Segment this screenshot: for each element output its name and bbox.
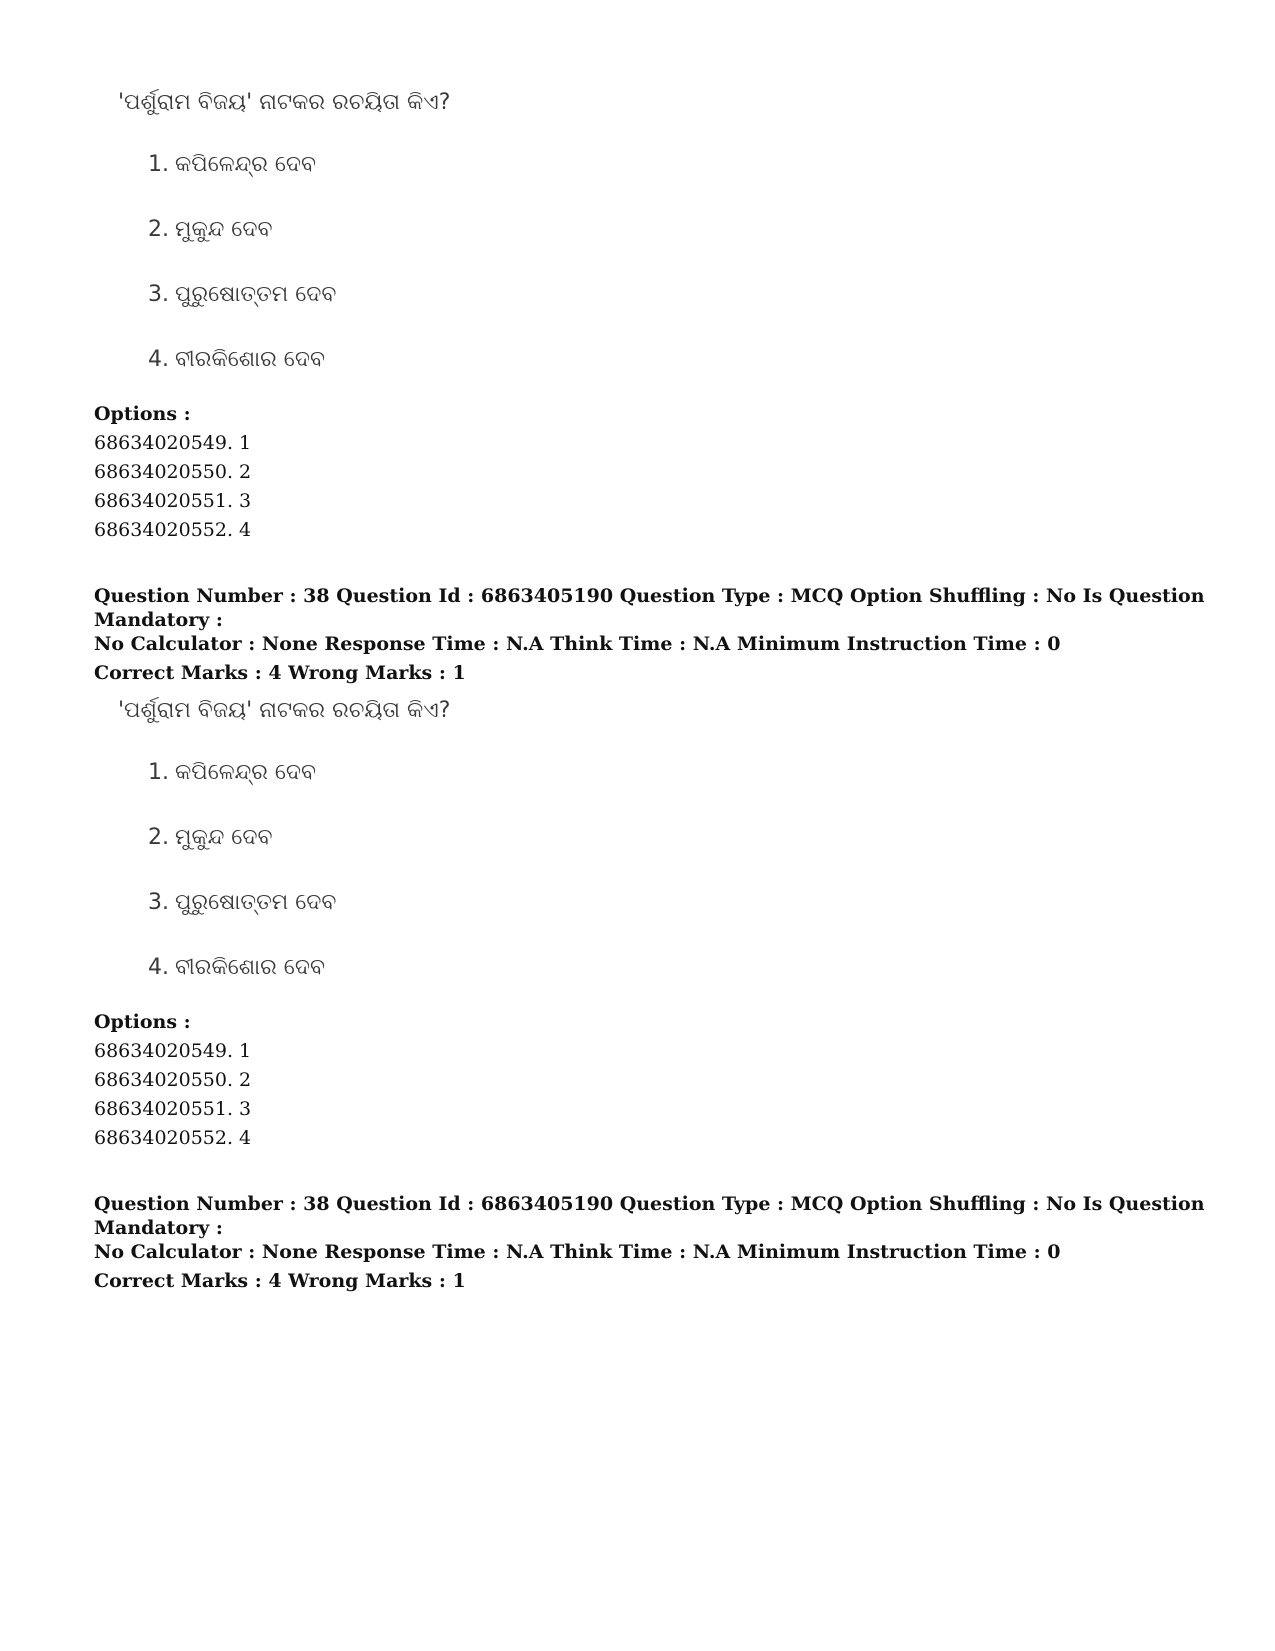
question-image [0, 80, 1275, 385]
option-item: 68634020551. 3 [94, 1098, 252, 1120]
question-stem: 'ପର୍ଶୁରାମ ବିଜୟ' ନାଟକର ରଚୟିତା କିଏ? [118, 698, 451, 723]
question-choice-2 [148, 217, 272, 242]
choice-number: 2. [148, 217, 169, 242]
question-block-1 [0, 80, 1275, 684]
metadata-line-1: Question Number : 38 Question Id : 6863405190 Question Type : MCQ Option Shuffling : No Is Question Mandatory : [94, 1193, 1205, 1239]
choice-text: ମୁକୁନ୍ଦ ଦେବ [175, 825, 273, 850]
choice-number: 4. [148, 347, 169, 372]
option-item: 68634020549. 1 [94, 432, 252, 454]
choice-text: ବୀରକିଶୋର ଦେବ [175, 347, 325, 372]
choice-text: କପିଳେନ୍ଦ୍ର ଦେବ [175, 760, 317, 785]
choice-number: 3. [148, 282, 169, 307]
option-item: 68634020550. 2 [94, 1069, 252, 1091]
question-choice-1 [148, 152, 316, 177]
question-choice-3 [148, 282, 336, 307]
option-item: 68634020550. 2 [94, 461, 252, 483]
option-item: 68634020551. 3 [94, 490, 252, 512]
options-list [94, 1008, 251, 1153]
choice-number: 1. [148, 760, 169, 785]
choice-number: 3. [148, 890, 169, 915]
choice-text: ମୁକୁନ୍ଦ ଦେବ [175, 217, 273, 242]
question-choice-2 [148, 825, 272, 850]
choice-number: 2. [148, 825, 169, 850]
choice-text: ପୁରୁଷୋତ୍ତମ ଦେବ [175, 890, 337, 915]
choice-number: 1. [148, 152, 169, 177]
choice-number: 4. [148, 955, 169, 980]
options-title: Options : [94, 1011, 191, 1033]
question-choice-1 [148, 760, 316, 785]
choice-text: ପୁରୁଷୋତ୍ତମ ଦେବ [175, 282, 337, 307]
options-list [94, 400, 251, 545]
marks-line: Correct Marks : 4 Wrong Marks : 1 [94, 662, 466, 684]
question-metadata [94, 1192, 1254, 1293]
question-choice-4 [148, 347, 325, 372]
question-stem: 'ପର୍ଶୁରାମ ବିଜୟ' ନାଟକର ରଚୟିତା କିଏ? [118, 90, 451, 115]
question-metadata [94, 584, 1254, 685]
choice-text: କପିଳେନ୍ଦ୍ର ଦେବ [175, 152, 317, 177]
question-choice-4 [148, 955, 325, 980]
metadata-line-2: No Calculator : None Response Time : N.A Think Time : N.A Minimum Instruction Time : 0 [94, 1241, 1061, 1263]
metadata-line-2: No Calculator : None Response Time : N.A Think Time : N.A Minimum Instruction Time : 0 [94, 633, 1061, 655]
choice-text: ବୀରକିଶୋର ଦେବ [175, 955, 325, 980]
metadata-line-1: Question Number : 38 Question Id : 6863405190 Question Type : MCQ Option Shuffling : No Is Question Mandatory : [94, 585, 1205, 631]
question-block-2 [0, 688, 1275, 1292]
question-choice-3 [148, 890, 336, 915]
option-item: 68634020552. 4 [94, 519, 252, 541]
marks-line: Correct Marks : 4 Wrong Marks : 1 [94, 1270, 466, 1292]
options-title: Options : [94, 403, 191, 425]
option-item: 68634020552. 4 [94, 1127, 252, 1149]
question-image [0, 688, 1275, 993]
option-item: 68634020549. 1 [94, 1040, 252, 1062]
